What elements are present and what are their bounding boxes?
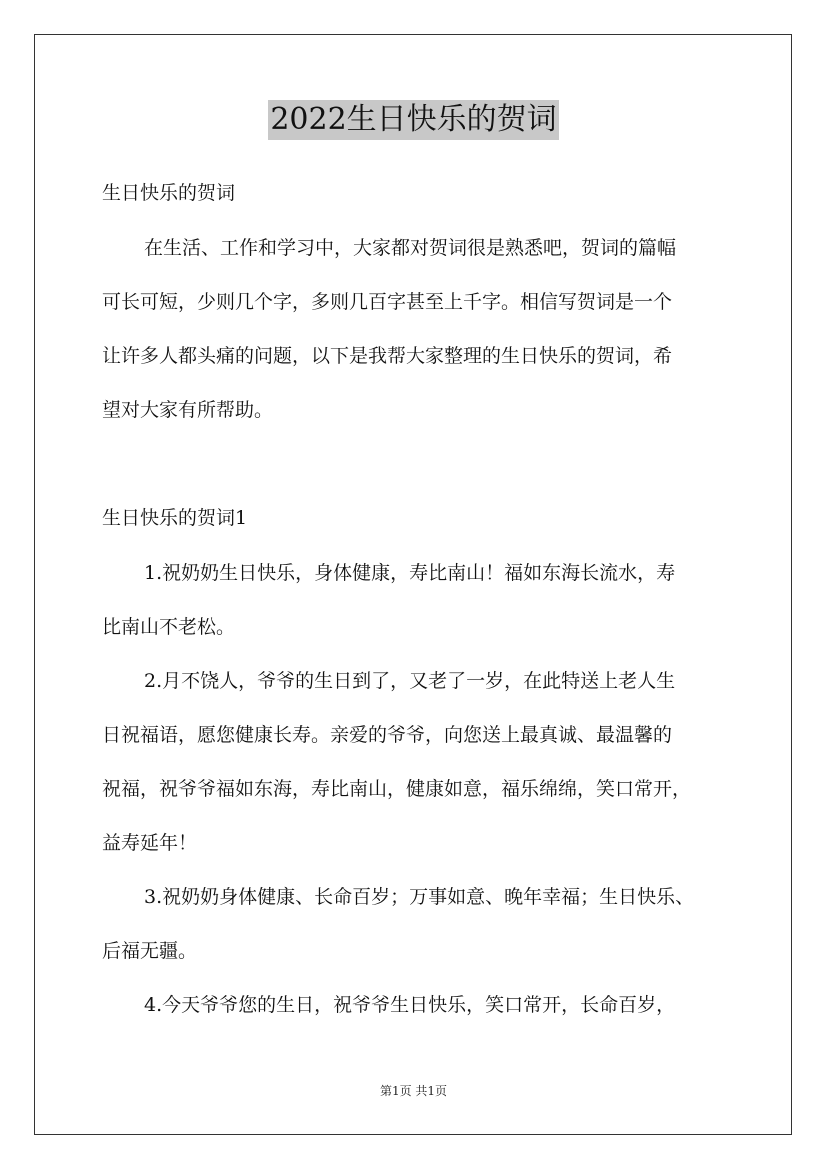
item-2-line: 2.月不饶人，爷爷的生日到了，又老了一岁，在此特送上老人生 bbox=[144, 670, 676, 692]
item-2-line: 祝福，祝爷爷福如东海，寿比南山，健康如意，福乐绵绵，笑口常开， bbox=[102, 778, 692, 800]
item-3-line: 3.祝奶奶身体健康、长命百岁；万事如意、晚年幸福；生日快乐、 bbox=[144, 886, 695, 908]
item-2-line: 益寿延年！ bbox=[102, 832, 198, 854]
page-footer: 第1页 共1页 bbox=[379, 1084, 448, 1098]
item-1-line: 比南山不老松。 bbox=[102, 616, 236, 638]
intro-line: 让许多人都头痛的问题，以下是我帮大家整理的生日快乐的贺词，希 bbox=[102, 345, 673, 367]
intro-line: 可长可短，少则几个字，多则几百字甚至上千字。相信写贺词是一个 bbox=[102, 291, 673, 313]
item-2-line: 日祝福语，愿您健康长寿。亲爱的爷爷，向您送上最真诚、最温馨的 bbox=[102, 724, 673, 746]
item-4-line: 4.今天爷爷您的生日，祝爷爷生日快乐，笑口常开，长命百岁， bbox=[144, 994, 676, 1016]
section-heading: 生日快乐的贺词1 bbox=[102, 507, 248, 529]
document-title: 2022生日快乐的贺词 bbox=[268, 100, 558, 140]
title-container bbox=[0, 100, 827, 140]
subtitle: 生日快乐的贺词 bbox=[102, 182, 236, 204]
item-1-line: 1.祝奶奶生日快乐，身体健康，寿比南山！福如东海长流水，寿 bbox=[144, 562, 676, 584]
intro-line: 在生活、工作和学习中，大家都对贺词很是熟悉吧，贺词的篇幅 bbox=[144, 237, 677, 259]
intro-line: 望对大家有所帮助。 bbox=[102, 399, 274, 421]
item-3-line: 后福无疆。 bbox=[102, 940, 198, 962]
